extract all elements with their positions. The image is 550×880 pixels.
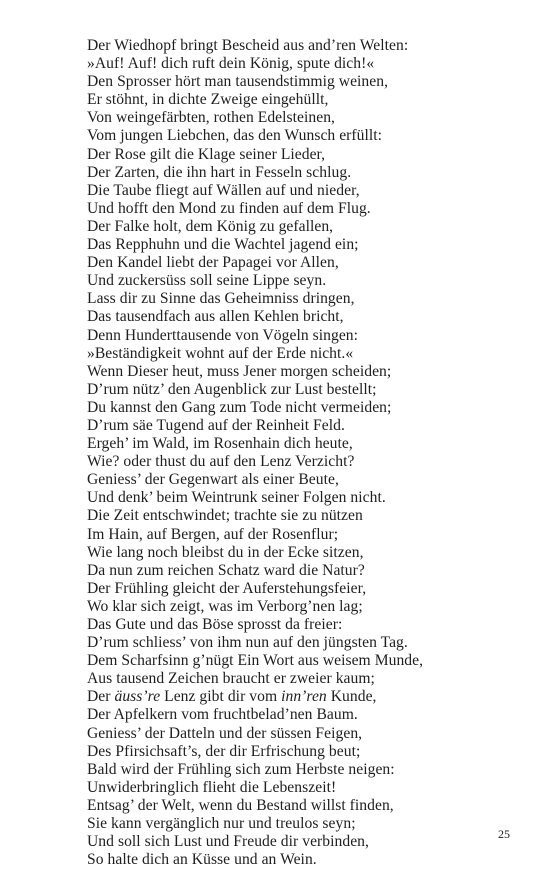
- poem-line: Das Gute und das Böse sprosst da freier:: [87, 616, 343, 633]
- poem-line: Den Sprosser hört man tausendstimmig weinen,: [87, 73, 389, 91]
- poem-line: Das tausendfach aus allen Kehlen bricht,: [87, 308, 344, 326]
- poem-line: D’rum schliess’ von ihm nun auf den jüngsten Tag.: [87, 634, 408, 652]
- poem-line: Geniess’ der Datteln und der süssen Feigen,: [87, 724, 363, 742]
- poem-line: D’rum nütz’ den Augenblick zur Lust bestellt;: [87, 380, 377, 398]
- poem-line: Dem Scharfsinn g’nügt Ein Wort aus weisem Munde,: [87, 652, 424, 670]
- poem-line: Bald wird der Frühling sich zum Herbste neigen:: [87, 760, 395, 778]
- poem-line: Da nun zum reichen Schatz ward die Natur?: [87, 561, 365, 579]
- poem-line: Des Pfirsichsaft’s, der dir Erfrischung beut;: [87, 742, 361, 760]
- poem-line: D’rum säe Tugend auf der Reinheit Feld.: [87, 416, 345, 434]
- poem-line: Und denk’ beim Weintrunk seiner Folgen nicht.: [87, 489, 386, 507]
- poem-line: Vom jungen Liebchen, das den Wunsch erfüllt:: [87, 127, 383, 145]
- poem-line: »Auf! Auf! dich ruft dein König, spute dich!«: [87, 55, 375, 73]
- poem-line: Ergeh’ im Wald, im Rosenhain dich heute,: [87, 435, 353, 453]
- poem-line: Aus tausend Zeichen braucht er zweier kaum;: [87, 670, 375, 688]
- poem-line-segment: Kunde,: [326, 688, 377, 706]
- poem-line-segment: Der: [87, 688, 115, 706]
- poem-line: Wenn Dieser heut, muss Jener morgen scheiden;: [87, 362, 392, 380]
- poem-line: Der Rose gilt die Klage seiner Lieder,: [87, 145, 326, 163]
- poem-line: Entsag’ der Welt, wenn du Bestand willst finden,: [87, 796, 394, 814]
- emphasized-word: inn’ren: [281, 688, 327, 706]
- poem-line: »Beständigkeit wohnt auf der Erde nicht.«: [87, 344, 354, 362]
- poem-line: Von weingefärbten, rothen Edelsteinen,: [87, 109, 336, 127]
- poem-line: Und soll sich Lust und Freude dir verbinden,: [87, 833, 369, 851]
- poem-line: Den Kandel liebt der Papagei vor Allen,: [87, 254, 339, 272]
- poem-line: Der Wiedhopf bringt Bescheid aus and’ren Welten:: [87, 37, 409, 54]
- poem-line: Lass dir zu Sinne das Geheimniss dringen,: [87, 290, 355, 308]
- poem-line: Das Repphuhn und die Wachtel jagend ein;: [87, 236, 359, 254]
- poem-line: Der Apfelkern vom fruchtbelad’nen Baum.: [87, 706, 358, 724]
- poem-line: Denn Hunderttausende von Vögeln singen:: [87, 326, 359, 344]
- emphasized-word: äuss’re: [114, 688, 161, 706]
- poem-line: Wie? oder thust du auf den Lenz Verzicht?: [87, 453, 355, 471]
- poem-line: So halte dich an Küsse und an Wein.: [87, 851, 317, 869]
- page-number: 25: [498, 827, 510, 841]
- poem-line: Der Frühling gleicht der Auferstehungsfeier,: [87, 579, 367, 597]
- poem-line: Und hofft den Mond zu finden auf dem Flug.: [87, 199, 371, 217]
- poem-line: Wie lang noch bleibst du in der Ecke sitzen,: [87, 543, 364, 561]
- poem-line: Und zuckersüss soll seine Lippe seyn.: [87, 272, 327, 290]
- poem-line: Geniess’ der Gegenwart als einer Beute,: [87, 471, 339, 489]
- poem-line: Wo klar sich zeigt, was im Verborg’nen lag;: [87, 597, 363, 615]
- poem-line: Du kannst den Gang zum Tode nicht vermeiden;: [87, 398, 392, 416]
- poem-line: Er stöhnt, in dichte Zweige eingehüllt,: [87, 91, 329, 109]
- poem-line: Die Taube fliegt auf Wällen auf und nieder,: [87, 181, 360, 199]
- poem-text: [87, 37, 527, 869]
- poem-line-segment: Lenz gibt dir vom: [160, 688, 282, 706]
- poem-line: Sie kann vergänglich nur und treulos seyn;: [87, 815, 356, 833]
- poem-line: Unwiderbringlich flieht die Lebenszeit!: [87, 778, 337, 796]
- poem-line: Im Hain, auf Bergen, auf der Rosenflur;: [87, 525, 339, 543]
- poem-line: Die Zeit entschwindet; trachte sie zu nützen: [87, 507, 363, 525]
- poem-line: [87, 688, 527, 706]
- poem-line: Der Falke holt, dem König zu gefallen,: [87, 217, 334, 235]
- poem-line: Der Zarten, die ihn hart in Fesseln schlug.: [87, 163, 352, 181]
